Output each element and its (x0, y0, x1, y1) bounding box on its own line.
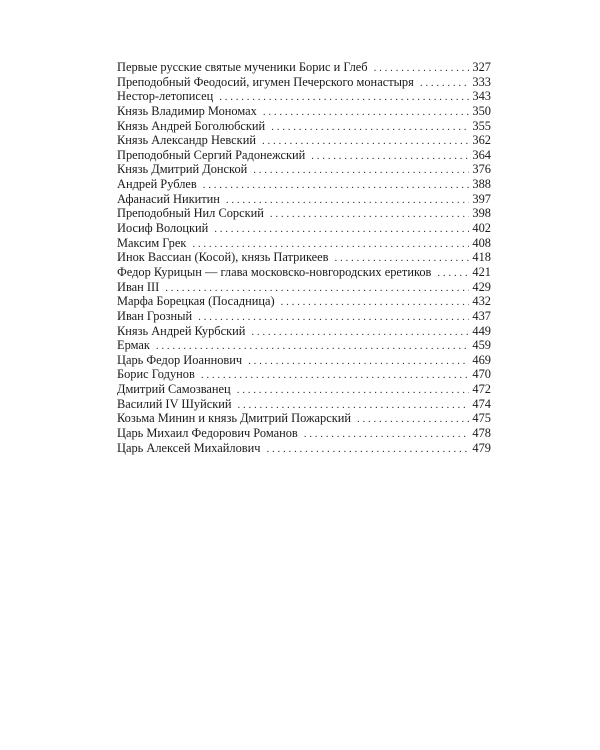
toc-entry-page-number: 355 (472, 118, 491, 133)
toc-entry-title: Федор Курицын — глава московско-новгородских еретиков (117, 264, 432, 279)
dot-leader (238, 398, 470, 413)
dot-leader (201, 368, 469, 383)
toc-entry-title: Инок Вассиан (Косой), князь Патрикеев (117, 250, 329, 265)
dot-leader (311, 149, 469, 164)
toc-entry (117, 250, 491, 265)
dot-leader (335, 251, 469, 266)
toc-entry-title: Борис Годунов (117, 367, 195, 382)
dot-leader (156, 339, 469, 354)
dot-leader (420, 76, 469, 91)
toc-entry-page-number: 327 (472, 60, 491, 74)
toc-entry-title: Царь Федор Иоаннович (117, 352, 243, 367)
toc-entry (117, 192, 491, 207)
toc-entry-title: Преподобный Нил Сорский (117, 206, 264, 221)
toc-entry (117, 221, 491, 236)
dot-leader (248, 354, 469, 369)
dot-leader (262, 134, 469, 149)
toc-entry-title: Марфа Борецкая (Посадница) (117, 294, 275, 309)
toc-entry-page-number: 398 (472, 206, 491, 221)
toc-entry-title: Дмитрий Самозванец (117, 382, 231, 397)
toc-entry-page-number: 432 (472, 294, 491, 309)
dot-leader (271, 120, 469, 135)
toc-entry-title: Максим Грек (117, 235, 187, 250)
toc-entry-title: Иван III (117, 279, 160, 294)
toc-entry (117, 133, 491, 148)
toc-entry-title: Князь Владимир Мономах (117, 103, 257, 118)
toc-entry-title: Иван Грозный (117, 308, 193, 323)
toc-entry (117, 324, 491, 339)
toc-entry-title: Царь Алексей Михайлович (117, 440, 261, 455)
dot-leader (165, 281, 469, 296)
toc-entry-page-number: 421 (472, 264, 491, 279)
toc-entry-page-number: 362 (472, 133, 491, 148)
toc-entry-title: Царь Михаил Федорович Романов (117, 426, 298, 441)
dot-leader (304, 427, 469, 442)
toc-entry-title: Преподобный Сергий Радонежский (117, 147, 306, 162)
toc-entry-page-number: 350 (472, 103, 491, 118)
toc-entry (117, 206, 491, 221)
dot-leader (263, 105, 469, 120)
toc-entry (117, 236, 491, 251)
toc-entry-page-number: 479 (472, 440, 491, 455)
toc-entry-page-number: 397 (472, 191, 491, 206)
toc-entry-page-number: 333 (472, 74, 491, 89)
toc-entry (117, 162, 491, 177)
toc-entry-page-number: 437 (472, 308, 491, 323)
toc-entry (117, 294, 491, 309)
toc-entry-page-number: 402 (472, 221, 491, 236)
toc-entry (117, 177, 491, 192)
toc-entry (117, 309, 491, 324)
dot-leader (214, 222, 469, 237)
toc-entry (117, 280, 491, 295)
toc-entry (117, 411, 491, 426)
dot-leader (281, 295, 469, 310)
toc-entry-title: Преподобный Феодосий, игумен Печерского монастыря (117, 74, 414, 89)
toc-entry-title: Афанасий Никитин (117, 191, 220, 206)
toc-entry-title: Иосиф Волоцкий (117, 221, 209, 236)
toc-entry-page-number: 478 (472, 426, 491, 441)
toc-entry (117, 148, 491, 163)
dot-leader (270, 207, 469, 222)
toc-entry-title: Андрей Рублев (117, 177, 197, 192)
toc-entry (117, 119, 491, 134)
dot-leader (237, 383, 469, 398)
toc-entry-page-number: 418 (472, 250, 491, 265)
table-of-contents (117, 60, 491, 455)
toc-entry (117, 382, 491, 397)
toc-entry-page-number: 429 (472, 279, 491, 294)
toc-entry (117, 60, 491, 75)
toc-entry-title: Князь Дмитрий Донской (117, 162, 248, 177)
toc-entry (117, 426, 491, 441)
toc-entry-page-number: 343 (472, 89, 491, 104)
toc-entry-page-number: 475 (472, 411, 491, 426)
toc-entry-title: Князь Александр Невский (117, 133, 256, 148)
dot-leader (267, 442, 469, 457)
toc-entry-page-number: 459 (472, 338, 491, 353)
toc-entry (117, 104, 491, 119)
dot-leader (437, 266, 469, 281)
toc-entry-title: Первые русские святые мученики Борис и Глеб (117, 60, 368, 74)
toc-entry-title: Нестор-летописец (117, 89, 214, 104)
toc-entry (117, 353, 491, 368)
dot-leader (226, 193, 469, 208)
toc-entry-page-number: 449 (472, 323, 491, 338)
toc-entry (117, 89, 491, 104)
toc-entry-title: Князь Андрей Боголюбский (117, 118, 266, 133)
toc-entry-page-number: 376 (472, 162, 491, 177)
toc-entry-title: Козьма Минин и князь Дмитрий Пожарский (117, 411, 352, 426)
dot-leader (203, 178, 469, 193)
toc-entry (117, 367, 491, 382)
toc-entry-page-number: 388 (472, 177, 491, 192)
toc-entry (117, 397, 491, 412)
toc-entry-page-number: 472 (472, 382, 491, 397)
toc-entry-page-number: 474 (472, 396, 491, 411)
dot-leader (253, 163, 469, 178)
dot-leader (219, 90, 469, 105)
toc-entry-title: Князь Андрей Курбский (117, 323, 246, 338)
toc-entry (117, 441, 491, 456)
toc-entry-page-number: 470 (472, 367, 491, 382)
toc-entry (117, 265, 491, 280)
toc-entry-page-number: 364 (472, 147, 491, 162)
toc-entry (117, 338, 491, 353)
dot-leader (251, 325, 469, 340)
toc-entry-page-number: 469 (472, 352, 491, 367)
dot-leader (198, 310, 469, 325)
toc-entry-title: Ермак (117, 338, 150, 353)
dot-leader (192, 237, 469, 252)
dot-leader (374, 61, 469, 76)
toc-entry-title: Василий IV Шуйский (117, 396, 232, 411)
toc-entry (117, 75, 491, 90)
dot-leader (357, 412, 469, 427)
toc-entry-page-number: 408 (472, 235, 491, 250)
